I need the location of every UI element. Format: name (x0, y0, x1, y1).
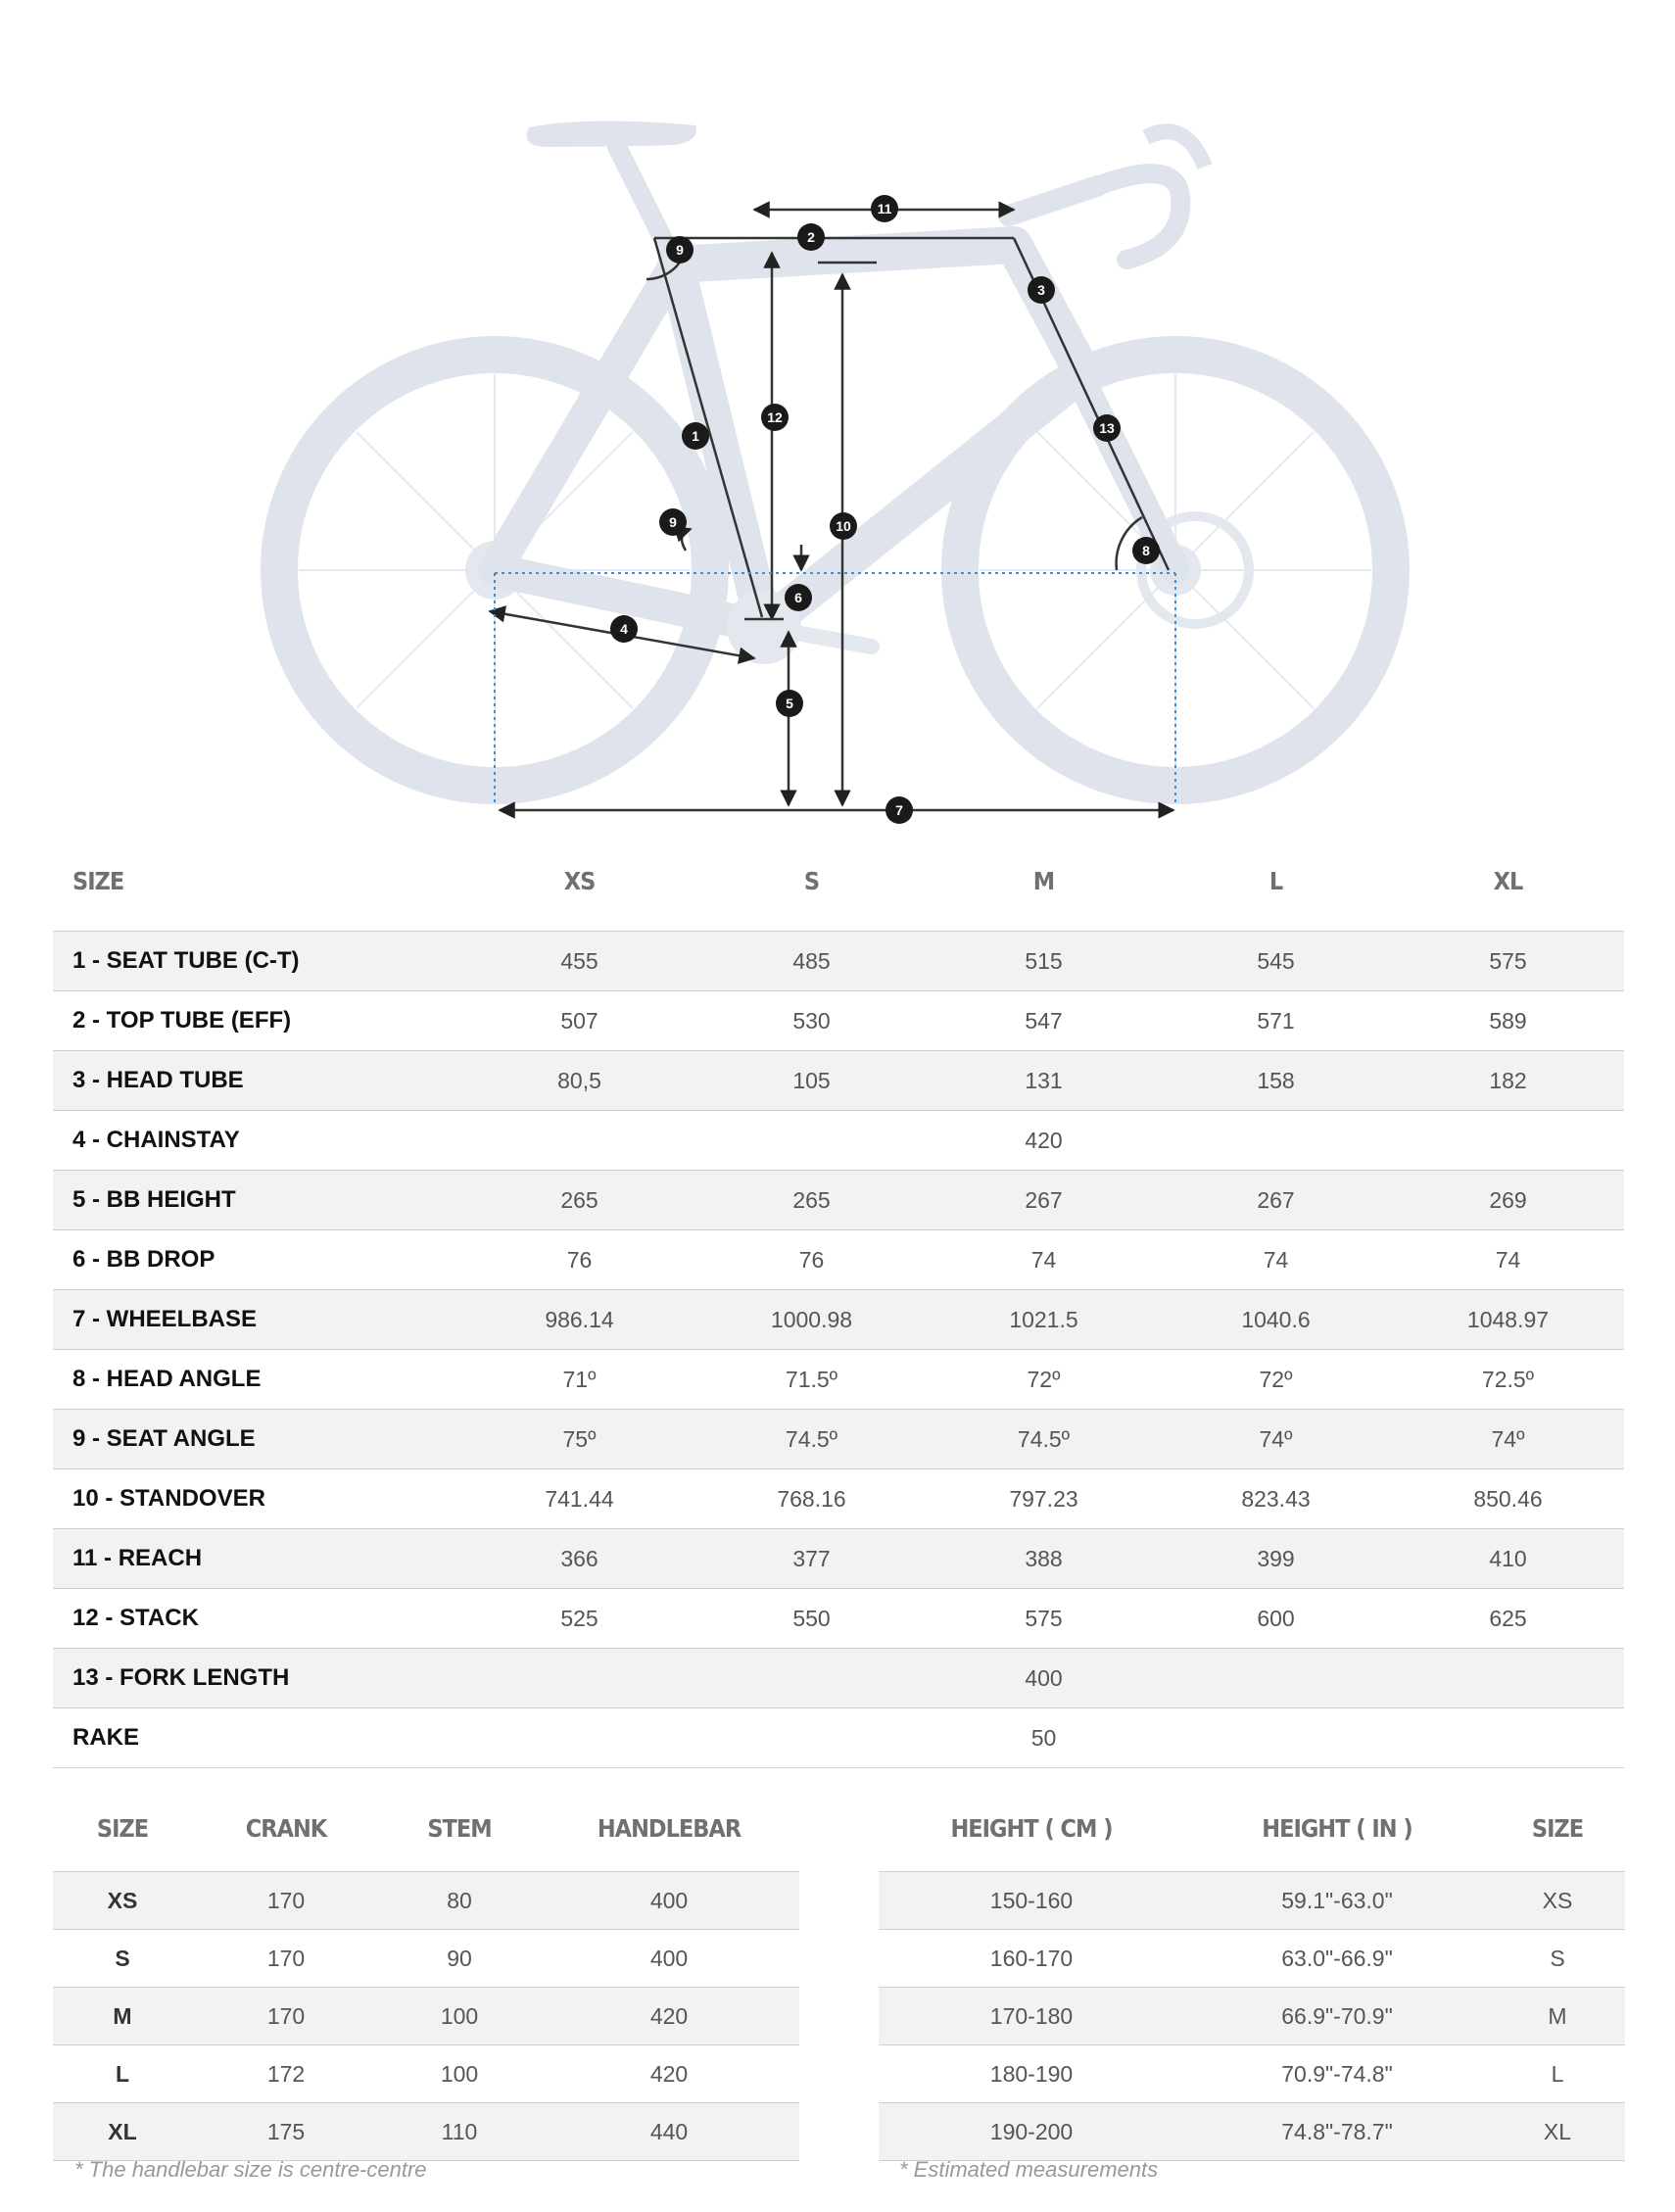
geometry-cell: 575 (928, 1589, 1160, 1649)
components-cell: 90 (380, 1930, 539, 1988)
geometry-row-label: RAKE (53, 1708, 463, 1768)
geometry-row-label: 3 - HEAD TUBE (53, 1051, 463, 1111)
geometry-cell: 530 (695, 991, 928, 1051)
marker-label: 3 (1037, 282, 1045, 298)
fit-cell: M (1490, 1988, 1625, 2045)
geometry-cell: 600 (1160, 1589, 1392, 1649)
marker-label: 9 (676, 242, 684, 258)
geometry-cell: 986.14 (463, 1290, 695, 1350)
geometry-cell: 74.5º (928, 1410, 1160, 1469)
geometry-cell: 74º (1392, 1410, 1624, 1469)
components-cell: 440 (539, 2103, 799, 2161)
geometry-row (53, 1290, 1624, 1350)
geometry-cell: 525 (463, 1589, 695, 1649)
components-row (53, 1988, 799, 2045)
height-cm-header: HEIGHT ( CM ) (950, 1813, 1113, 1843)
geometry-row-label: 7 - WHEELBASE (53, 1290, 463, 1350)
marker-11 (871, 195, 898, 222)
components-cell: S (53, 1930, 192, 1988)
components-row (53, 1872, 799, 1930)
geometry-cell: 547 (928, 991, 1160, 1051)
geometry-cell: 265 (695, 1171, 928, 1230)
geometry-cell: 507 (463, 991, 695, 1051)
handlebar-header: HANDLEBAR (597, 1813, 742, 1843)
marker-label: 10 (836, 518, 851, 534)
geometry-cell: 741.44 (463, 1469, 695, 1529)
components-cell: 100 (380, 2045, 539, 2103)
marker-label: 9 (669, 514, 677, 530)
geometry-cell: 515 (928, 932, 1160, 991)
geometry-cell: 80,5 (463, 1051, 695, 1111)
geometry-row-label: 9 - SEAT ANGLE (53, 1410, 463, 1469)
geometry-cell: 182 (1392, 1051, 1624, 1111)
marker-4 (610, 615, 638, 643)
components-cell: 172 (192, 2045, 380, 2103)
marker-label: 1 (692, 428, 699, 444)
fit-row (879, 1930, 1625, 1988)
components-cell: 100 (380, 1988, 539, 2045)
geometry-cell: 50 (928, 1708, 1160, 1768)
geometry-cell: 74.5º (695, 1410, 928, 1469)
components-row (53, 1930, 799, 1988)
fit-row (879, 2103, 1625, 2161)
geometry-header-row (53, 831, 1624, 932)
marker-label: 2 (807, 229, 815, 245)
fit-cell: XL (1490, 2103, 1625, 2161)
geometry-cell: 455 (463, 932, 695, 991)
geometry-row (53, 1230, 1624, 1290)
fit-size-header: SIZE (1531, 1813, 1584, 1843)
components-cell: XS (53, 1872, 192, 1930)
marker-10 (830, 512, 857, 540)
geometry-cell: 550 (695, 1589, 928, 1649)
geometry-cell: 74 (928, 1230, 1160, 1290)
marker-3 (1028, 276, 1055, 304)
geometry-cell: 420 (928, 1111, 1160, 1171)
fit-row (879, 1988, 1625, 2045)
fit-cell: 170-180 (879, 1988, 1184, 2045)
fit-cell: 74.8"-78.7" (1184, 2103, 1490, 2161)
marker-6 (785, 584, 812, 611)
comp-size-header: SIZE (96, 1813, 149, 1843)
geometry-cell: 267 (928, 1171, 1160, 1230)
geometry-cell (463, 1708, 695, 1768)
fit-cell: 66.9"-70.9" (1184, 1988, 1490, 2045)
components-row (53, 2103, 799, 2161)
geometry-cell: 410 (1392, 1529, 1624, 1589)
components-cell: 80 (380, 1872, 539, 1930)
geometry-cell: 485 (695, 932, 928, 991)
fit-header-row (879, 1785, 1625, 1872)
geometry-cell: 768.16 (695, 1469, 928, 1529)
marker-label: 4 (620, 621, 628, 637)
geometry-cell: 72.5º (1392, 1350, 1624, 1410)
marker-label: 6 (794, 590, 802, 605)
geometry-cell: 265 (463, 1171, 695, 1230)
components-cell: 170 (192, 1930, 380, 1988)
geometry-cell: 797.23 (928, 1469, 1160, 1529)
size-l-header: L (1268, 866, 1283, 895)
geometry-row-label: 13 - FORK LENGTH (53, 1649, 463, 1708)
geometry-cell (1160, 1708, 1392, 1768)
geometry-cell: 589 (1392, 991, 1624, 1051)
components-header-row (53, 1785, 799, 1872)
geometry-row (53, 1051, 1624, 1111)
components-cell: 170 (192, 1872, 380, 1930)
geometry-row-label: 5 - BB HEIGHT (53, 1171, 463, 1230)
geometry-row (53, 1171, 1624, 1230)
geometry-cell (1392, 1649, 1624, 1708)
geometry-row-label: 1 - SEAT TUBE (C-T) (53, 932, 463, 991)
marker-label: 5 (786, 696, 793, 711)
marker-7 (885, 796, 913, 824)
geometry-cell: 105 (695, 1051, 928, 1111)
geometry-row (53, 1529, 1624, 1589)
geometry-cell: 75º (463, 1410, 695, 1469)
geometry-cell: 76 (695, 1230, 928, 1290)
geometry-cell (695, 1708, 928, 1768)
marker-label: 13 (1099, 420, 1115, 436)
geometry-row (53, 932, 1624, 991)
geometry-cell: 400 (928, 1649, 1160, 1708)
marker-5 (776, 690, 803, 717)
geometry-cell (1160, 1649, 1392, 1708)
components-cell: L (53, 2045, 192, 2103)
marker-9 (666, 236, 694, 264)
components-cell: 400 (539, 1930, 799, 1988)
fit-cell: L (1490, 2045, 1625, 2103)
geometry-cell: 74 (1392, 1230, 1624, 1290)
geometry-row (53, 1111, 1624, 1171)
geometry-cell: 72º (928, 1350, 1160, 1410)
geometry-row (53, 1410, 1624, 1469)
geometry-cell: 823.43 (1160, 1469, 1392, 1529)
geometry-cell: 571 (1160, 991, 1392, 1051)
geometry-row (53, 1708, 1624, 1768)
fit-row (879, 2045, 1625, 2103)
geometry-cell: 575 (1392, 932, 1624, 991)
geometry-cell: 267 (1160, 1171, 1392, 1230)
geometry-row (53, 991, 1624, 1051)
geometry-cell: 1000.98 (695, 1290, 928, 1350)
geometry-cell: 1021.5 (928, 1290, 1160, 1350)
geometry-cell: 377 (695, 1529, 928, 1589)
fit-cell: 190-200 (879, 2103, 1184, 2161)
marker-8 (1132, 537, 1160, 564)
components-cell: XL (53, 2103, 192, 2161)
components-cell: 400 (539, 1872, 799, 1930)
marker-13 (1093, 414, 1121, 442)
geometry-cell: 388 (928, 1529, 1160, 1589)
stem-header: STEM (427, 1813, 492, 1843)
geometry-cell (463, 1111, 695, 1171)
fit-cell: 70.9"-74.8" (1184, 2045, 1490, 2103)
marker-12 (761, 404, 789, 431)
geometry-cell: 1040.6 (1160, 1290, 1392, 1350)
geometry-cell: 366 (463, 1529, 695, 1589)
marker-9 (659, 508, 687, 536)
geometry-cell (695, 1111, 928, 1171)
marker-label: 12 (767, 409, 783, 425)
geometry-cell: 1048.97 (1392, 1290, 1624, 1350)
geometry-table-container (53, 831, 1624, 1768)
size-m-header: M (1032, 866, 1055, 895)
fit-cell: S (1490, 1930, 1625, 1988)
components-cell: 420 (539, 2045, 799, 2103)
measurement-lines (490, 210, 1173, 810)
components-row (53, 2045, 799, 2103)
geometry-row-label: 6 - BB DROP (53, 1230, 463, 1290)
handlebar-note: * The handlebar size is centre-centre (74, 2157, 427, 2182)
estimated-note: * Estimated measurements (899, 2157, 1159, 2182)
size-header: SIZE (72, 866, 124, 895)
components-cell: 170 (192, 1988, 380, 2045)
geometry-row-label: 8 - HEAD ANGLE (53, 1350, 463, 1410)
marker-label: 11 (877, 201, 892, 216)
components-cell: 175 (192, 2103, 380, 2161)
fit-cell: XS (1490, 1872, 1625, 1930)
components-table-container (53, 1785, 799, 2161)
geometry-cell (695, 1649, 928, 1708)
components-cell: 420 (539, 1988, 799, 2045)
geometry-cell: 74 (1160, 1230, 1392, 1290)
geometry-cell (463, 1649, 695, 1708)
fit-row (879, 1872, 1625, 1930)
geometry-row (53, 1589, 1624, 1649)
geometry-row-label: 12 - STACK (53, 1589, 463, 1649)
fit-table-container (879, 1785, 1625, 2161)
geometry-cell: 545 (1160, 932, 1392, 991)
geometry-cell: 131 (928, 1051, 1160, 1111)
components-table (53, 1785, 799, 2161)
geometry-cell: 158 (1160, 1051, 1392, 1111)
size-s-header: S (803, 866, 820, 895)
geometry-row (53, 1350, 1624, 1410)
fit-cell: 150-160 (879, 1872, 1184, 1930)
geometry-row (53, 1649, 1624, 1708)
geometry-row (53, 1469, 1624, 1529)
geometry-cell: 72º (1160, 1350, 1392, 1410)
geometry-cell: 71.5º (695, 1350, 928, 1410)
geometry-row-label: 4 - CHAINSTAY (53, 1111, 463, 1171)
geometry-row-label: 10 - STANDOVER (53, 1469, 463, 1529)
geometry-cell (1392, 1708, 1624, 1768)
height-in-header: HEIGHT ( IN ) (1262, 1813, 1412, 1843)
fit-cell: 63.0"-66.9" (1184, 1930, 1490, 1988)
geometry-table (53, 831, 1624, 1768)
geometry-cell: 269 (1392, 1171, 1624, 1230)
fit-cell: 59.1"-63.0" (1184, 1872, 1490, 1930)
geometry-cell: 74º (1160, 1410, 1392, 1469)
geometry-cell: 850.46 (1392, 1469, 1624, 1529)
size-xs-header: XS (563, 866, 596, 895)
geometry-cell: 399 (1160, 1529, 1392, 1589)
marker-1 (682, 422, 709, 450)
size-xl-header: XL (1493, 866, 1523, 895)
geometry-row-label: 11 - REACH (53, 1529, 463, 1589)
marker-label: 8 (1142, 543, 1150, 558)
crank-header: CRANK (245, 1813, 327, 1843)
fit-cell: 180-190 (879, 2045, 1184, 2103)
geometry-cell (1160, 1111, 1392, 1171)
geometry-cell: 76 (463, 1230, 695, 1290)
bike-silhouette (279, 120, 1391, 786)
geometry-row-label: 2 - TOP TUBE (EFF) (53, 991, 463, 1051)
fit-cell: 160-170 (879, 1930, 1184, 1988)
marker-label: 7 (895, 802, 903, 818)
geometry-cell: 625 (1392, 1589, 1624, 1649)
marker-2 (797, 223, 825, 251)
components-cell: M (53, 1988, 192, 2045)
fit-table (879, 1785, 1625, 2161)
geometry-cell: 71º (463, 1350, 695, 1410)
bike-geometry-diagram (0, 0, 1675, 842)
components-cell: 110 (380, 2103, 539, 2161)
geometry-cell (1392, 1111, 1624, 1171)
